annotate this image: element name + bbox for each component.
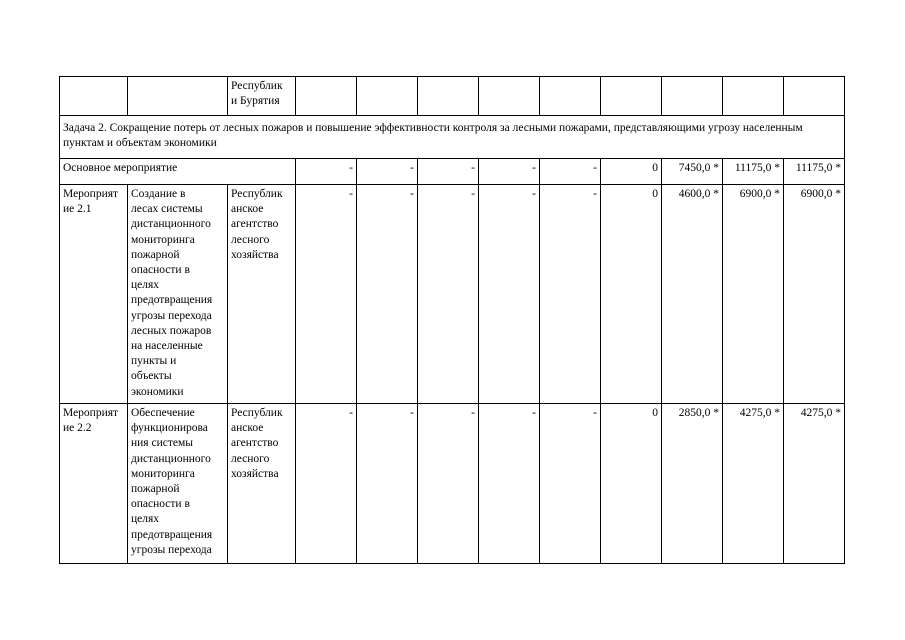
task-row	[60, 116, 845, 159]
cell-empty	[60, 77, 128, 116]
cell-empty	[357, 77, 418, 116]
measure-row-2-1	[60, 185, 845, 404]
executor-cell	[228, 77, 296, 116]
cell-empty	[662, 77, 723, 116]
task-cell	[60, 116, 845, 159]
value-cell: -	[479, 404, 540, 564]
value-cell: 6900,0 *	[723, 185, 784, 404]
value-cell: 7450,0 *	[662, 159, 723, 185]
cell-empty	[128, 77, 228, 116]
measure-executor: Республик анское агентство лесного хозяйства	[228, 404, 296, 564]
measure-name: Создание в лесах системы дистанционного мониторинга пожарной опасности в целях предотвращения угрозы перехода лесных пожаров на населенные пункты и объекты экономики	[128, 185, 228, 404]
measure-id: Мероприят ие 2.1	[60, 185, 128, 404]
cell-empty	[723, 77, 784, 116]
value-cell: 0	[601, 185, 662, 404]
value-cell: -	[479, 185, 540, 404]
value-cell: -	[418, 185, 479, 404]
value-cell: -	[296, 159, 357, 185]
value-cell: -	[418, 159, 479, 185]
value-cell: 0	[601, 404, 662, 564]
value-cell: -	[540, 159, 601, 185]
measure-id: Мероприят ие 2.2	[60, 404, 128, 564]
measure-row-2-2	[60, 404, 845, 564]
value-cell: -	[296, 185, 357, 404]
value-cell: -	[479, 159, 540, 185]
budget-table	[59, 76, 845, 564]
main-measure-label: Основное мероприятие	[60, 159, 296, 185]
executor-text: Республик и Бурятия	[231, 80, 283, 108]
value-cell: -	[357, 159, 418, 185]
value-cell: 2850,0 *	[662, 404, 723, 564]
value-cell: 11175,0 *	[723, 159, 784, 185]
cell-empty	[479, 77, 540, 116]
value-cell: 11175,0 *	[784, 159, 845, 185]
value-cell: -	[357, 404, 418, 564]
value-cell: 4275,0 *	[723, 404, 784, 564]
value-cell: -	[540, 404, 601, 564]
cell-empty	[601, 77, 662, 116]
value-cell: 6900,0 *	[784, 185, 845, 404]
continuation-row	[60, 77, 845, 116]
value-cell: -	[418, 404, 479, 564]
value-cell: 0	[601, 159, 662, 185]
cell-empty	[296, 77, 357, 116]
cell-empty	[418, 77, 479, 116]
value-cell: 4600,0 *	[662, 185, 723, 404]
measure-name: Обеспечение функционирова ния системы дистанционного мониторинга пожарной опасности в целях предотвращения угрозы перехода	[128, 404, 228, 564]
measure-executor: Республик анское агентство лесного хозяйства	[228, 185, 296, 404]
cell-empty	[540, 77, 601, 116]
value-cell: 4275,0 *	[784, 404, 845, 564]
cell-empty	[784, 77, 845, 116]
value-cell: -	[357, 185, 418, 404]
value-cell: -	[296, 404, 357, 564]
value-cell: -	[540, 185, 601, 404]
task-text: Задача 2. Сокращение потерь от лесных пожаров и повышение эффективности контроля за лесными пожарами, представляющими угрозу населенным пунктам и объектам экономики	[63, 122, 803, 150]
main-measure-row	[60, 159, 845, 185]
